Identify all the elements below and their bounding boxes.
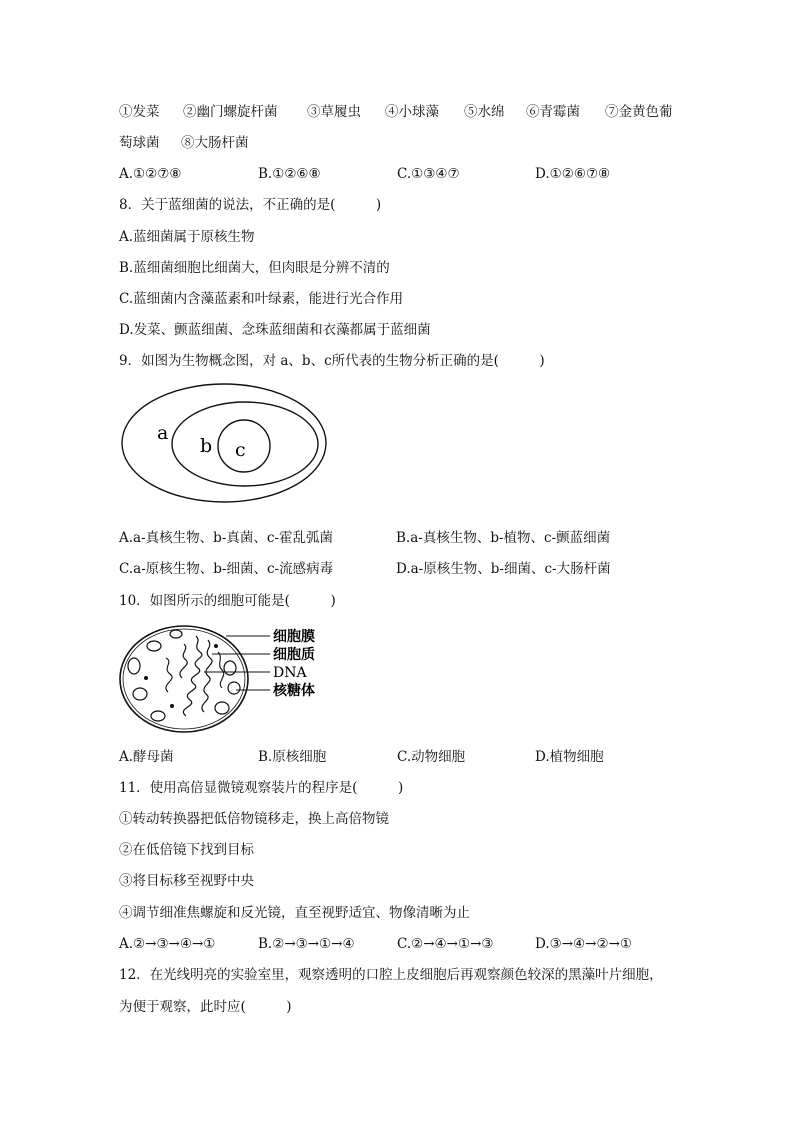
- dna-region: [180, 636, 212, 716]
- label-dna: DNA: [273, 665, 307, 681]
- ribosome-dot: [170, 704, 174, 708]
- ribosome-blob: [128, 658, 140, 674]
- q11-step-2: ②在低倍镜下找到目标: [119, 842, 254, 858]
- option-d[interactable]: D.a-原核生物、b-细菌、c-大肠杆菌: [396, 561, 611, 577]
- q12-stem-line2: 为便于观察，此时应( ): [119, 999, 292, 1015]
- label-ribosome: 核糖体: [273, 683, 315, 699]
- option-a[interactable]: A.①②⑦⑧: [119, 166, 182, 182]
- q11-step-4: ④调节细准焦螺旋和反光镜，直至视野适宜、物像清晰为止: [119, 905, 470, 921]
- ribosome-blob: [224, 661, 236, 675]
- ribosome-blob: [170, 630, 182, 638]
- q11-step-1: ①转动转换器把低倍物镜移走，换上高倍物镜: [119, 811, 389, 827]
- label-cell-membrane: 细胞膜: [273, 629, 315, 645]
- q8-stem: 8．关于蓝细菌的说法，不正确的是( ): [119, 197, 382, 213]
- ribosome-blob: [133, 688, 147, 700]
- ribosome-blob: [228, 682, 240, 694]
- concept-diagram: [120, 382, 335, 507]
- q8-option-d[interactable]: D.发菜、颤蓝细菌、念珠蓝细菌和衣藻都属于蓝细菌: [119, 322, 431, 338]
- organism-item: ⑦金黄色葡: [605, 104, 673, 120]
- ribosome-blob: [147, 641, 161, 651]
- ribosome-dot: [144, 676, 148, 680]
- label-c: c: [235, 439, 246, 461]
- option-c[interactable]: C.①③④⑦: [397, 166, 460, 182]
- option-b[interactable]: B.②→③→①→④: [258, 936, 355, 952]
- q8-option-c[interactable]: C.蓝细菌内含藻蓝素和叶绿素，能进行光合作用: [119, 291, 404, 307]
- q8-option-a[interactable]: A.蓝细菌属于原核生物: [119, 229, 255, 245]
- organism-item: ⑧大肠杆菌: [181, 135, 249, 151]
- organism-item: ②幽门螺旋杆菌: [183, 104, 278, 120]
- organism-item: 萄球菌: [119, 135, 160, 151]
- option-b[interactable]: B.原核细胞: [258, 749, 327, 765]
- ribosome-blob: [151, 711, 165, 721]
- option-b[interactable]: B.a-真核生物、b-植物、c-颤蓝细菌: [396, 530, 611, 546]
- option-c[interactable]: C.动物细胞: [397, 749, 466, 765]
- organism-item: ④小球藻: [385, 104, 439, 120]
- organism-item: ⑤水绵: [464, 104, 505, 120]
- option-c[interactable]: C.②→④→①→③: [397, 936, 494, 952]
- option-a[interactable]: A.酵母菌: [119, 749, 174, 765]
- option-d[interactable]: D.③→④→②→①: [535, 936, 632, 952]
- cell-diagram: [118, 622, 348, 734]
- option-d[interactable]: D.①②⑥⑦⑧: [535, 166, 611, 182]
- q11-step-3: ③将目标移至视野中央: [119, 873, 254, 889]
- organism-item: ①发菜: [119, 104, 160, 120]
- q10-stem: 10．如图所示的细胞可能是( ): [119, 593, 336, 609]
- label-b: b: [200, 435, 213, 457]
- organism-item: ③草履虫: [307, 104, 361, 120]
- organism-item: ⑥青霉菌: [526, 104, 580, 120]
- label-cytoplasm: 细胞质: [273, 647, 315, 663]
- ribosome-dot: [214, 644, 218, 648]
- option-c[interactable]: C.a-原核生物、b-细菌、c-流感病毒: [119, 561, 334, 577]
- label-a: a: [157, 422, 169, 444]
- q8-option-b[interactable]: B.蓝细菌细胞比细菌大，但肉眼是分辨不清的: [119, 260, 390, 276]
- option-a[interactable]: A.a-真核生物、b-真菌、c-霍乱弧菌: [119, 530, 333, 546]
- cell-membrane-outline: [120, 626, 248, 732]
- q9-stem: 9．如图为生物概念图，对 a、b、c所代表的生物分析正确的是( ): [119, 353, 545, 369]
- q12-stem-line1: 12．在光线明亮的实验室里，观察透明的口腔上皮细胞后再观察颜色较深的黑藻叶片细胞，: [119, 967, 663, 983]
- q11-stem: 11．使用高倍显微镜观察装片的程序是( ): [119, 780, 404, 796]
- option-b[interactable]: B.①②⑥⑧: [258, 166, 321, 182]
- ribosome-blob: [215, 702, 229, 714]
- option-a[interactable]: A.②→③→④→①: [119, 936, 216, 952]
- option-d[interactable]: D.植物细胞: [535, 749, 604, 765]
